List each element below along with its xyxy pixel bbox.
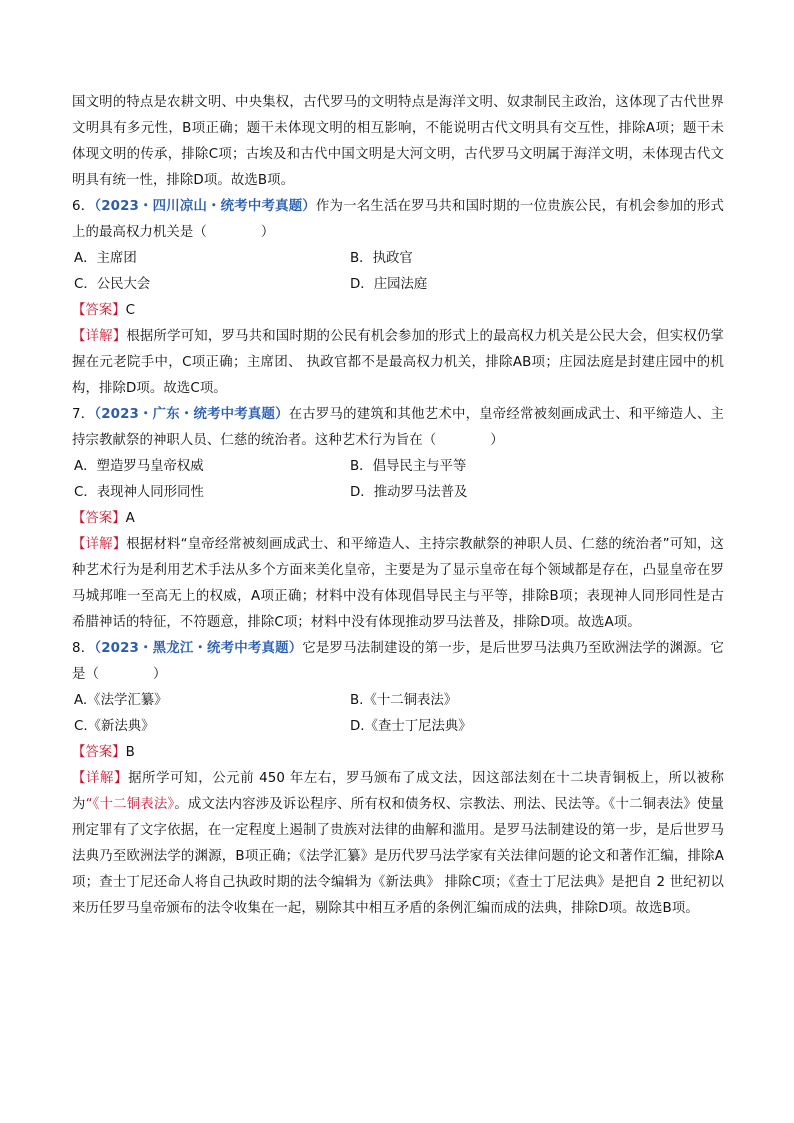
question-7-stem: 7．（2023・广东・统考中考真题）在古罗马的建筑和其他艺术中，皇帝经常被刻画成武士、和平缔造人、主持宗教献祭的神职人员、仁慈的统治者。这种艺术行为旨在（ ） [72,407,724,448]
question-6-detail: 【详解】根据所学可知，罗马共和国时期的公民有机会参加的形式上的最高权力机关是公民大会，但实权仍掌握在元老院手中，C项正确；主席团、 执政官都不是最高权力机关，排除AB项；庄园法庭是封建庄园中的机构，排除D项。故选C项。 [72,329,724,396]
question-6-source: （2023・四川凉山・统考中考真题） [94,199,316,214]
option-d: D.《查士丁尼法典》 [350,719,472,734]
option-a: A.《法学汇纂》 [74,693,168,708]
question-7-detail: 【详解】根据材料“皇帝经常被刻画成武士、和平缔造人、主持宗教献祭的神职人员、仁慈的统治者”可知，这种艺术行为是利用艺术手法从多个方面来美化皇帝，主要是为了显示皇帝在每个领域都是存在，凸显皇帝在罗马城邦唯一至高无上的权威，A项正确；材料中没有体现倡导民主与平等，排除B项；表现神人同形同性是古希腊神话的特征，不符题意，排除C项；材料中没有体现推动罗马法普及，排除D项。故选A项。 [72,537,725,630]
option-b: B．倡导民主与平等 [350,459,467,474]
question-6-stem: 6．（2023・四川凉山・统考中考真题）作为一名生活在罗马共和国时期的一位贵族公民，有机会参加的形式上的最高权力机关是（ ） [72,199,724,240]
option-b: B.《十二铜表法》 [350,693,458,708]
question-6-options-row-1 [72,246,724,272]
question-8-stem: 8．（2023・黑龙江・统考中考真题）它是罗马法制建设的第一步，是后世罗马法典乃至欧洲法学的渊源。它是（ ） [72,641,724,682]
question-7-options-row-1 [72,454,724,480]
question-7-options-row-2 [72,480,724,506]
question-8-answer: 【答案】B [72,745,135,760]
question-8-source: （2023・黑龙江・统考中考真题） [94,641,303,656]
option-d: D．推动罗马法普及 [350,485,468,500]
question-7-answer: 【答案】A [72,511,135,526]
question-8-detail: 【详解】据所学可知，公元前 450 年左右，罗马颁布了成文法，因这部法刻在十二块青铜板上，所以被称为“《十二铜表法》。成文法内容涉及诉讼程序、所有权和债务权、宗教法、刑法、民法等。《十二铜表法》使量刑定罪有了文字依据，在一定程度上遏制了贵族对法律的曲解和滥用。是罗马法制建设的第一步，是后世罗马法典乃至欧洲法学的渊源，B项正确；《法学汇纂》是历代罗马法学家有关法律问题的论文和著作汇编，排除A项；查士丁尼还命人将自己执政时期的法令编辑为《新法典》 排除C项；《查士丁尼法典》是把自 2 世纪初以来历任罗马皇帝颁布的法令收集在一起，剔除其中相互矛盾的条例汇编而成的法典，排除D项。故选B项。 [72,771,724,916]
option-d: D．庄园法庭 [350,277,428,292]
intro-paragraph: 国文明的特点是农耕文明、中央集权，古代罗马的文明特点是海洋文明、奴隶制民主政治，这体现了古代世界文明具有多元性，B项正确；题干未体现文明的相互影响，不能说明古代文明具有交互性，排除A项；题干未体现文明的传承，排除C项；古埃及和古代中国文明是大河文明，古代罗马文明属于海洋文明，未体现古代文明具有统一性，排除D项。故选B项。 [72,95,725,188]
option-a: A．主席团 [74,251,137,266]
option-a: A．塑造罗马皇帝权威 [74,459,204,474]
question-6-options-row-2 [72,272,724,298]
option-c: C．表现神人同形同性 [74,485,204,500]
document-page [72,90,724,922]
option-c: C．公民大会 [74,277,151,292]
question-8-options-row-2 [72,714,724,740]
option-b: B．执政官 [350,251,413,266]
question-7-source: （2023・广东・统考中考真题） [94,407,289,422]
question-8-options-row-1 [72,688,724,714]
option-c: C.《新法典》 [74,719,155,734]
question-6-answer: 【答案】C [72,303,135,318]
